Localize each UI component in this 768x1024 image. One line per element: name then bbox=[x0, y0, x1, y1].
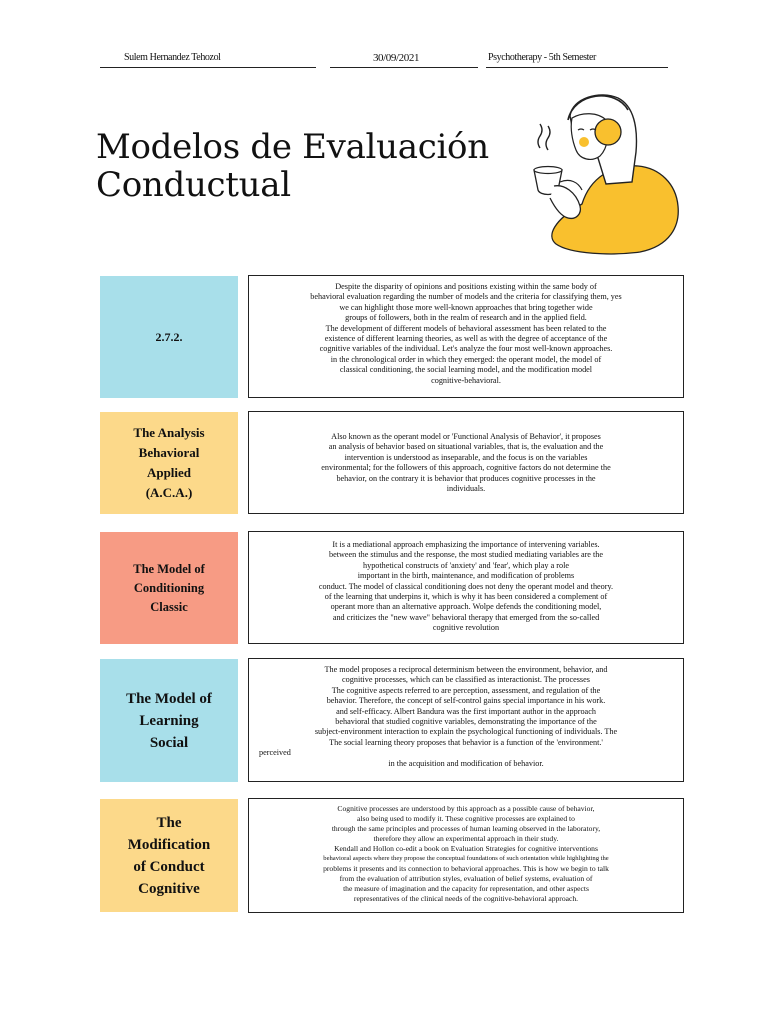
section-text-5-line-1: Cognitive processes are understood by this approach as a possible cause of behavior, bbox=[337, 804, 595, 813]
section-text-4-line-1: The model proposes a reciprocal determinism between the environment, behavior, and bbox=[324, 665, 608, 674]
section-label-3-line-1: The Model of bbox=[133, 561, 205, 576]
section-text-4-line-6: behavioral that studied cognitive variables, demonstrating the importance of the bbox=[335, 717, 597, 727]
section-text-3-line-7: operant more than an alternative approach. Wolpe defends the conditioning model, bbox=[330, 602, 602, 612]
section-text-1-line-9: classical conditioning, the social learning model, and the modification model bbox=[339, 365, 593, 375]
section-text-5-line-8: from the evaluation of attribution styles, evaluation of belief systems, evaluation of bbox=[339, 874, 593, 883]
section-text-1-line-2: behavioral evaluation regarding the number of models and the criteria for classifying them, yes bbox=[310, 292, 622, 302]
header-course-underline bbox=[486, 67, 668, 68]
section-label-2-line-2: Behavioral bbox=[138, 445, 200, 460]
page-title-line-2: Conductual bbox=[96, 165, 291, 205]
section-text-4-line-3: The cognitive aspects referred to are perception, assessment, and regulation of the bbox=[331, 685, 601, 695]
section-text-5-line-10: representatives of the clinical needs of the cognitive-behavioral approach. bbox=[353, 894, 579, 903]
section-text-3-line-3: hypothetical constructs of 'anxiety' and 'fear', which play a role bbox=[363, 560, 569, 570]
section-label-box-1 bbox=[100, 276, 238, 398]
section-text-box-3 bbox=[248, 531, 684, 644]
header-name: Sulem Hernandez Tehozol bbox=[124, 52, 221, 63]
section-text-4-line-10: in the acquisition and modification of behavior. bbox=[388, 758, 544, 768]
section-text-3-line-6: of the learning that underpins it, which is why it has been considered a complement of bbox=[324, 592, 608, 602]
header-date: 30/09/2021 bbox=[372, 52, 420, 64]
section-label-5-line-1: The bbox=[156, 814, 182, 831]
section-text-2-line-5: behavior, on the contrary it is behavior that produces cognitive processes in the bbox=[336, 473, 596, 483]
section-label-box-2 bbox=[100, 412, 238, 514]
section-label-4-line-2: Learning bbox=[139, 712, 199, 729]
page-title-line-1: Modelos de Evaluación bbox=[96, 127, 489, 167]
section-text-4-line-2: cognitive processes, which can be classified as interactionist. The processes bbox=[342, 675, 590, 685]
section-text-3-line-2: between the stimulus and the response, the most studied mediating variables are the bbox=[329, 550, 603, 560]
section-text-1-line-4: groups of followers, both in the realm of research and in the applied field. bbox=[345, 313, 587, 323]
section-text-5-line-9: the measure of imagination and the capacity for representation, and other aspects bbox=[343, 884, 589, 893]
section-label-4-line-1: The Model of bbox=[126, 690, 212, 707]
section-text-3-line-8: and criticizes the "new wave" behavioral therapy that emerged from the so-called bbox=[332, 612, 600, 622]
section-text-5-line-4: therefore they allow an experimental approach in their study. bbox=[373, 834, 559, 843]
header-name-underline bbox=[100, 67, 316, 68]
section-text-3-line-9: cognitive revolution bbox=[432, 623, 500, 633]
section-text-2-line-3: intervention is understood as inseparable, and the focus is on the variables bbox=[344, 452, 588, 462]
section-text-5-line-2: also being used to modify it. These cognitive processes are explained to bbox=[357, 814, 575, 823]
section-label-box-4 bbox=[100, 659, 238, 782]
section-text-5-line-3: through the same principles and processes of human learning observed in the laboratory, bbox=[331, 824, 601, 833]
section-text-2-line-2: an analysis of behavior based on situational variables, that is, the evaluation and the bbox=[328, 442, 604, 452]
section-text-1-line-10: cognitive-behavioral. bbox=[431, 375, 501, 385]
section-text-3-line-5: conduct. The model of classical conditioning does not deny the operant model and theory. bbox=[318, 581, 614, 591]
section-label-3-line-3: Classic bbox=[150, 599, 188, 614]
section-text-1-line-5: The development of different models of behavioral assessment has been related to the bbox=[325, 323, 607, 333]
section-text-4-line-4: behavior. Therefore, the concept of self-control gains special importance in his work. bbox=[326, 696, 606, 706]
section-label-2-line-3: Applied bbox=[146, 465, 192, 480]
section-label-4-line-3: Social bbox=[149, 734, 189, 751]
section-label-3-line-2: Conditioning bbox=[133, 580, 205, 595]
page-title bbox=[96, 128, 489, 204]
section-label-2-line-4: (A.C.A.) bbox=[145, 485, 193, 500]
section-text-4-line-8: The social learning theory proposes that behavior is a function of the 'environment.' bbox=[329, 737, 603, 747]
section-text-5-line-5: Kendall and Hollon co-edit a book on Evaluation Strategies for cognitive interventions bbox=[334, 844, 598, 853]
section-label-1-line-1: 2.7.2. bbox=[155, 329, 183, 344]
section-text-1-line-7: cognitive variables of the individual. Let's analyze the four most well-known approaches. bbox=[319, 344, 613, 354]
section-label-5-line-2: Modification bbox=[127, 836, 211, 853]
section-text-5-line-6: behavioral aspects where they propose the conceptual foundations of such orientation while highlighting the bbox=[323, 855, 609, 862]
section-text-1-line-8: in the chronological order in which they emerged: the operant model, the model of bbox=[330, 354, 602, 364]
section-text-box-1 bbox=[248, 275, 684, 398]
section-text-2-line-6: individuals. bbox=[446, 484, 486, 494]
section-text-4-line-5: and self-efficacy. Albert Bandura was the first important author in the approach bbox=[336, 706, 596, 716]
section-text-5-line-7: problems it presents and its connection to behavioral approaches. This is how we begin to talk bbox=[323, 864, 609, 873]
section-text-1-line-6: existence of different learning theories, as well as with the degree of acceptance of the bbox=[324, 334, 608, 344]
section-text-4-line-9: perceived bbox=[259, 748, 291, 758]
section-label-box-3 bbox=[100, 532, 238, 644]
section-label-5-line-4: Cognitive bbox=[138, 880, 200, 897]
section-text-3-line-4: important in the birth, maintenance, and modification of problems bbox=[357, 571, 575, 581]
person-with-coffee-illustration bbox=[520, 86, 690, 256]
header-course: Psychotherapy - 5th Semester bbox=[488, 52, 596, 63]
section-text-box-5 bbox=[248, 798, 684, 913]
header-date-underline bbox=[330, 67, 478, 68]
section-label-box-5 bbox=[100, 799, 238, 912]
section-text-2-line-4: environmental; for the followers of this approach, cognitive factors do not determine the bbox=[321, 463, 611, 473]
section-text-1-line-1: Despite the disparity of opinions and positions existing within the same body of bbox=[335, 282, 597, 291]
section-text-box-2 bbox=[248, 411, 684, 514]
section-text-1-line-3: we can highlight those more well-known approaches that bring together wide bbox=[339, 302, 593, 312]
section-text-2-line-1: Also known as the operant model or 'Functional Analysis of Behavior', it proposes bbox=[331, 432, 601, 441]
section-text-box-4 bbox=[248, 658, 684, 782]
section-text-3-line-1: It is a mediational approach emphasizing the importance of intervening variables. bbox=[332, 540, 600, 549]
section-label-5-line-3: of Conduct bbox=[133, 858, 205, 875]
section-label-2-line-1: The Analysis bbox=[133, 425, 205, 440]
section-text-4-line-7: subject-environment interaction to explain the psychological functioning of individuals. The bbox=[314, 727, 618, 737]
